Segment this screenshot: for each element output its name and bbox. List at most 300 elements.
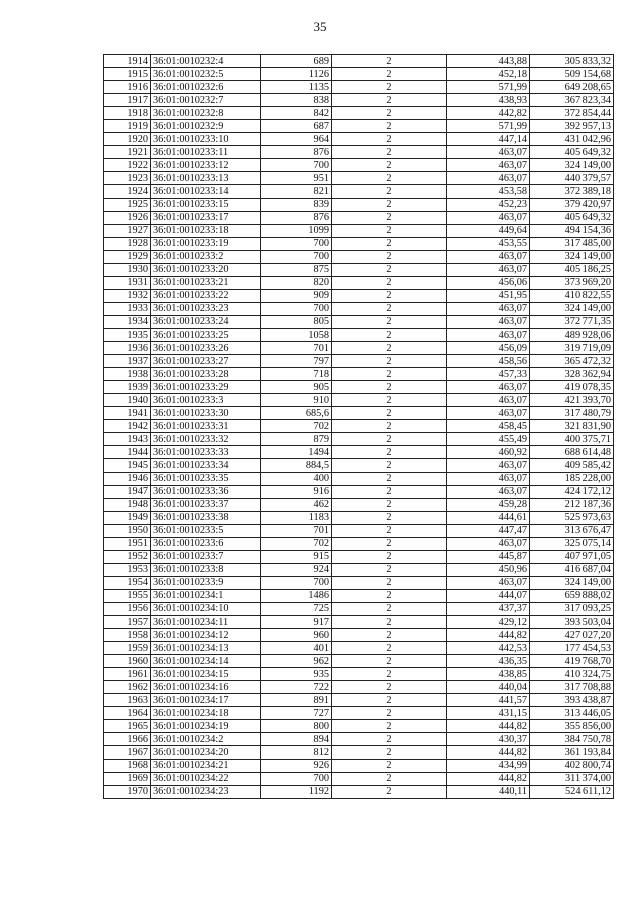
cadastral-number-cell: 36:01:0010233:18: [151, 224, 261, 237]
cadastral-number-cell: 36:01:0010232:4: [151, 55, 261, 68]
unit-value-cell: 463,07: [447, 381, 530, 394]
unit-value-cell: 455,49: [447, 433, 530, 446]
cadastral-number-cell: 36:01:0010233:24: [151, 315, 261, 328]
cadastral-number-cell: 36:01:0010233:31: [151, 420, 261, 433]
cadastral-value-cell: 407 971,05: [530, 550, 614, 563]
cadastral-value-cell: 313 446,05: [530, 707, 614, 720]
unit-value-cell: 463,07: [447, 302, 530, 315]
unit-value-cell: 571,99: [447, 120, 530, 133]
cadastral-value-cell: 317 093,25: [530, 602, 614, 615]
table-row: [104, 237, 614, 250]
category-cell: 2: [332, 629, 447, 642]
cadastral-number-cell: 36:01:0010234:16: [151, 681, 261, 694]
unit-value-cell: 456,09: [447, 342, 530, 355]
category-cell: 2: [332, 172, 447, 185]
row-number-cell: 1945: [104, 459, 151, 472]
category-cell: 2: [332, 589, 447, 602]
category-cell: 2: [332, 576, 447, 589]
category-cell: 2: [332, 537, 447, 550]
cadastral-number-cell: 36:01:0010234:1: [151, 589, 261, 602]
category-cell: 2: [332, 276, 447, 289]
area-cell: 1183: [261, 511, 332, 524]
cadastral-value-cell: 324 149,00: [530, 576, 614, 589]
table-row: [104, 68, 614, 81]
cadastral-value-cell: 365 472,32: [530, 355, 614, 368]
cadastral-number-cell: 36:01:0010234:22: [151, 772, 261, 785]
category-cell: 2: [332, 511, 447, 524]
category-cell: 2: [332, 198, 447, 211]
row-number-cell: 1922: [104, 159, 151, 172]
row-number-cell: 1925: [104, 198, 151, 211]
table-row: [104, 629, 614, 642]
cadastral-value-cell: 317 480,79: [530, 407, 614, 420]
cadastral-value-cell: 410 324,75: [530, 668, 614, 681]
row-number-cell: 1932: [104, 289, 151, 302]
category-cell: 2: [332, 68, 447, 81]
cadastral-value-cell: 419 768,70: [530, 655, 614, 668]
table-row: [104, 694, 614, 707]
category-cell: 2: [332, 550, 447, 563]
table-row: [104, 511, 614, 524]
cadastral-value-cell: 367 823,34: [530, 94, 614, 107]
cadastral-number-cell: 36:01:0010233:10: [151, 133, 261, 146]
unit-value-cell: 460,92: [447, 446, 530, 459]
unit-value-cell: 447,14: [447, 133, 530, 146]
row-number-cell: 1939: [104, 381, 151, 394]
cadastral-value-cell: 688 614,48: [530, 446, 614, 459]
table-row: [104, 133, 614, 146]
category-cell: 2: [332, 563, 447, 576]
table-row: [104, 720, 614, 733]
table-row: [104, 759, 614, 772]
cadastral-number-cell: 36:01:0010234:2: [151, 733, 261, 746]
cadastral-value-cell: 361 193,84: [530, 746, 614, 759]
area-cell: 838: [261, 94, 332, 107]
category-cell: 2: [332, 602, 447, 615]
unit-value-cell: 443,88: [447, 55, 530, 68]
cadastral-value-cell: 317 485,00: [530, 237, 614, 250]
table-row: [104, 55, 614, 68]
unit-value-cell: 440,04: [447, 681, 530, 694]
cadastral-number-cell: 36:01:0010233:26: [151, 342, 261, 355]
cadastral-number-cell: 36:01:0010233:20: [151, 263, 261, 276]
table-row: [104, 616, 614, 629]
area-cell: 962: [261, 655, 332, 668]
table-row: [104, 211, 614, 224]
cadastral-number-cell: 36:01:0010234:14: [151, 655, 261, 668]
area-cell: 702: [261, 537, 332, 550]
cadastral-value-cell: 328 362,94: [530, 368, 614, 381]
unit-value-cell: 437,37: [447, 602, 530, 615]
row-number-cell: 1933: [104, 302, 151, 315]
table-row: [104, 420, 614, 433]
category-cell: 2: [332, 394, 447, 407]
row-number-cell: 1960: [104, 655, 151, 668]
area-cell: 1135: [261, 81, 332, 94]
category-cell: 2: [332, 720, 447, 733]
cadastral-number-cell: 36:01:0010232:8: [151, 107, 261, 120]
area-cell: 700: [261, 302, 332, 315]
cadastral-value-cell: 424 172,12: [530, 485, 614, 498]
area-cell: 689: [261, 55, 332, 68]
unit-value-cell: 459,28: [447, 498, 530, 511]
table-row: [104, 576, 614, 589]
row-number-cell: 1965: [104, 720, 151, 733]
table-row: [104, 668, 614, 681]
category-cell: 2: [332, 328, 447, 341]
cadastral-value-cell: 393 503,04: [530, 616, 614, 629]
cadastral-number-cell: 36:01:0010234:11: [151, 616, 261, 629]
row-number-cell: 1915: [104, 68, 151, 81]
cadastral-number-cell: 36:01:0010233:11: [151, 146, 261, 159]
category-cell: 2: [332, 381, 447, 394]
cadastral-number-cell: 36:01:0010233:14: [151, 185, 261, 198]
row-number-cell: 1954: [104, 576, 151, 589]
area-cell: 702: [261, 420, 332, 433]
area-cell: 700: [261, 576, 332, 589]
cadastral-number-cell: 36:01:0010233:6: [151, 537, 261, 550]
category-cell: 2: [332, 524, 447, 537]
row-number-cell: 1967: [104, 746, 151, 759]
category-cell: 2: [332, 616, 447, 629]
unit-value-cell: 444,82: [447, 772, 530, 785]
unit-value-cell: 463,07: [447, 576, 530, 589]
unit-value-cell: 444,82: [447, 746, 530, 759]
category-cell: 2: [332, 94, 447, 107]
row-number-cell: 1941: [104, 407, 151, 420]
cadastral-value-cell: 405 649,32: [530, 211, 614, 224]
category-cell: 2: [332, 55, 447, 68]
cadastral-value-cell: 372 771,35: [530, 315, 614, 328]
row-number-cell: 1956: [104, 602, 151, 615]
unit-value-cell: 463,07: [447, 459, 530, 472]
row-number-cell: 1950: [104, 524, 151, 537]
area-cell: 917: [261, 616, 332, 629]
area-cell: 915: [261, 550, 332, 563]
unit-value-cell: 463,07: [447, 263, 530, 276]
row-number-cell: 1936: [104, 342, 151, 355]
table-row: [104, 524, 614, 537]
table-row: [104, 785, 614, 798]
table-row: [104, 289, 614, 302]
cadastral-value-cell: 324 149,00: [530, 250, 614, 263]
area-cell: 701: [261, 524, 332, 537]
row-number-cell: 1963: [104, 694, 151, 707]
table-row: [104, 602, 614, 615]
category-cell: 2: [332, 302, 447, 315]
unit-value-cell: 429,12: [447, 616, 530, 629]
area-cell: 700: [261, 237, 332, 250]
unit-value-cell: 431,15: [447, 707, 530, 720]
cadastral-number-cell: 36:01:0010233:27: [151, 355, 261, 368]
row-number-cell: 1964: [104, 707, 151, 720]
unit-value-cell: 445,87: [447, 550, 530, 563]
category-cell: 2: [332, 772, 447, 785]
area-cell: 960: [261, 629, 332, 642]
category-cell: 2: [332, 433, 447, 446]
cadastral-number-cell: 36:01:0010233:34: [151, 459, 261, 472]
cadastral-number-cell: 36:01:0010233:28: [151, 368, 261, 381]
row-number-cell: 1962: [104, 681, 151, 694]
category-cell: 2: [332, 342, 447, 355]
area-cell: 884,5: [261, 459, 332, 472]
table-row: [104, 250, 614, 263]
table-row: [104, 185, 614, 198]
category-cell: 2: [332, 668, 447, 681]
category-cell: 2: [332, 407, 447, 420]
cadastral-value-cell: 393 438,87: [530, 694, 614, 707]
table-row: [104, 772, 614, 785]
category-cell: 2: [332, 681, 447, 694]
row-number-cell: 1935: [104, 328, 151, 341]
table-row: [104, 681, 614, 694]
row-number-cell: 1920: [104, 133, 151, 146]
area-cell: 1494: [261, 446, 332, 459]
row-number-cell: 1917: [104, 94, 151, 107]
table-row: [104, 224, 614, 237]
row-number-cell: 1929: [104, 250, 151, 263]
row-number-cell: 1944: [104, 446, 151, 459]
row-number-cell: 1968: [104, 759, 151, 772]
cadastral-value-cell: 421 393,70: [530, 394, 614, 407]
area-cell: 926: [261, 759, 332, 772]
cadastral-number-cell: 36:01:0010233:2: [151, 250, 261, 263]
table-row: [104, 459, 614, 472]
unit-value-cell: 458,56: [447, 355, 530, 368]
table-row: [104, 120, 614, 133]
category-cell: 2: [332, 107, 447, 120]
unit-value-cell: 463,07: [447, 472, 530, 485]
unit-value-cell: 449,64: [447, 224, 530, 237]
table-row: [104, 159, 614, 172]
area-cell: 727: [261, 707, 332, 720]
area-cell: 800: [261, 720, 332, 733]
area-cell: 687: [261, 120, 332, 133]
row-number-cell: 1923: [104, 172, 151, 185]
unit-value-cell: 463,07: [447, 537, 530, 550]
unit-value-cell: 463,07: [447, 159, 530, 172]
category-cell: 2: [332, 420, 447, 433]
unit-value-cell: 463,07: [447, 315, 530, 328]
table-row: [104, 263, 614, 276]
cadastral-value-cell: 324 149,00: [530, 159, 614, 172]
unit-value-cell: 444,82: [447, 720, 530, 733]
area-cell: 894: [261, 733, 332, 746]
unit-value-cell: 463,07: [447, 211, 530, 224]
row-number-cell: 1952: [104, 550, 151, 563]
area-cell: 797: [261, 355, 332, 368]
cadastral-number-cell: 36:01:0010233:23: [151, 302, 261, 315]
table-row: [104, 746, 614, 759]
unit-value-cell: 453,58: [447, 185, 530, 198]
cadastral-value-cell: 409 585,42: [530, 459, 614, 472]
unit-value-cell: 463,07: [447, 394, 530, 407]
table-row: [104, 733, 614, 746]
category-cell: 2: [332, 472, 447, 485]
table-row: [104, 198, 614, 211]
category-cell: 2: [332, 368, 447, 381]
unit-value-cell: 441,57: [447, 694, 530, 707]
table-row: [104, 707, 614, 720]
category-cell: 2: [332, 485, 447, 498]
cadastral-value-cell: 525 973,63: [530, 511, 614, 524]
cadastral-number-cell: 36:01:0010233:21: [151, 276, 261, 289]
unit-value-cell: 450,96: [447, 563, 530, 576]
table-row: [104, 498, 614, 511]
area-cell: 722: [261, 681, 332, 694]
area-cell: 718: [261, 368, 332, 381]
category-cell: 2: [332, 159, 447, 172]
row-number-cell: 1961: [104, 668, 151, 681]
area-cell: 685,6: [261, 407, 332, 420]
row-number-cell: 1970: [104, 785, 151, 798]
cadastral-value-cell: 649 208,65: [530, 81, 614, 94]
table-row: [104, 550, 614, 563]
unit-value-cell: 434,99: [447, 759, 530, 772]
table-row: [104, 328, 614, 341]
cadastral-value-cell: 313 676,47: [530, 524, 614, 537]
area-cell: 876: [261, 146, 332, 159]
table-row: [104, 589, 614, 602]
area-cell: 876: [261, 211, 332, 224]
area-cell: 1058: [261, 328, 332, 341]
unit-value-cell: 440,11: [447, 785, 530, 798]
row-number-cell: 1916: [104, 81, 151, 94]
category-cell: 2: [332, 759, 447, 772]
unit-value-cell: 463,07: [447, 407, 530, 420]
table-row: [104, 407, 614, 420]
table-row: [104, 94, 614, 107]
area-cell: 905: [261, 381, 332, 394]
area-cell: 909: [261, 289, 332, 302]
cadastral-number-cell: 36:01:0010233:9: [151, 576, 261, 589]
cadastral-number-cell: 36:01:0010233:7: [151, 550, 261, 563]
category-cell: 2: [332, 642, 447, 655]
table-row: [104, 172, 614, 185]
table-row: [104, 146, 614, 159]
area-cell: 1192: [261, 785, 332, 798]
cadastral-value-cell: 489 928,06: [530, 328, 614, 341]
category-cell: 2: [332, 224, 447, 237]
category-cell: 2: [332, 459, 447, 472]
cadastral-number-cell: 36:01:0010233:38: [151, 511, 261, 524]
category-cell: 2: [332, 707, 447, 720]
cadastral-number-cell: 36:01:0010233:8: [151, 563, 261, 576]
cadastral-value-cell: 372 389,18: [530, 185, 614, 198]
area-cell: 935: [261, 668, 332, 681]
cadastral-number-cell: 36:01:0010232:6: [151, 81, 261, 94]
table-row: [104, 302, 614, 315]
row-number-cell: 1969: [104, 772, 151, 785]
row-number-cell: 1927: [104, 224, 151, 237]
cadastral-number-cell: 36:01:0010234:12: [151, 629, 261, 642]
category-cell: 2: [332, 211, 447, 224]
cadastral-number-cell: 36:01:0010232:5: [151, 68, 261, 81]
cadastral-value-cell: 185 228,00: [530, 472, 614, 485]
unit-value-cell: 463,07: [447, 172, 530, 185]
area-cell: 910: [261, 394, 332, 407]
unit-value-cell: 447,47: [447, 524, 530, 537]
unit-value-cell: 430,37: [447, 733, 530, 746]
area-cell: 401: [261, 642, 332, 655]
row-number-cell: 1942: [104, 420, 151, 433]
category-cell: 2: [332, 81, 447, 94]
area-cell: 812: [261, 746, 332, 759]
table-row: [104, 563, 614, 576]
table-row: [104, 472, 614, 485]
category-cell: 2: [332, 250, 447, 263]
row-number-cell: 1946: [104, 472, 151, 485]
table-row: [104, 81, 614, 94]
category-cell: 2: [332, 237, 447, 250]
cadastral-value-cell: 325 075,14: [530, 537, 614, 550]
cadastral-value-cell: 392 957,13: [530, 120, 614, 133]
area-cell: 879: [261, 433, 332, 446]
unit-value-cell: 436,35: [447, 655, 530, 668]
category-cell: 2: [332, 263, 447, 276]
unit-value-cell: 444,82: [447, 629, 530, 642]
cadastral-number-cell: 36:01:0010233:15: [151, 198, 261, 211]
category-cell: 2: [332, 733, 447, 746]
table-row: [104, 485, 614, 498]
unit-value-cell: 444,07: [447, 589, 530, 602]
cadastral-number-cell: 36:01:0010233:3: [151, 394, 261, 407]
area-cell: 700: [261, 250, 332, 263]
cadastral-value-cell: 177 454,53: [530, 642, 614, 655]
category-cell: 2: [332, 355, 447, 368]
table-row: [104, 433, 614, 446]
table-row: [104, 315, 614, 328]
row-number-cell: 1914: [104, 55, 151, 68]
unit-value-cell: 463,07: [447, 485, 530, 498]
row-number-cell: 1955: [104, 589, 151, 602]
cadastral-number-cell: 36:01:0010234:15: [151, 668, 261, 681]
area-cell: 951: [261, 172, 332, 185]
area-cell: 916: [261, 485, 332, 498]
cadastral-number-cell: 36:01:0010233:36: [151, 485, 261, 498]
cadastral-number-cell: 36:01:0010233:17: [151, 211, 261, 224]
cadastral-value-cell: 373 969,20: [530, 276, 614, 289]
cadastral-value-cell: 524 611,12: [530, 785, 614, 798]
cadastral-number-cell: 36:01:0010233:12: [151, 159, 261, 172]
area-cell: 1486: [261, 589, 332, 602]
cadastral-value-cell: 319 719,09: [530, 342, 614, 355]
cadastral-value-cell: 405 186,25: [530, 263, 614, 276]
cadastral-value-cell: 440 379,57: [530, 172, 614, 185]
category-cell: 2: [332, 185, 447, 198]
table-row: [104, 368, 614, 381]
cadastral-value-cell: 427 027,20: [530, 629, 614, 642]
cadastral-number-cell: 36:01:0010232:9: [151, 120, 261, 133]
cadastral-number-cell: 36:01:0010233:33: [151, 446, 261, 459]
cadastral-value-cell: 379 420,97: [530, 198, 614, 211]
area-cell: 924: [261, 563, 332, 576]
category-cell: 2: [332, 785, 447, 798]
cadastral-value-cell: 305 833,32: [530, 55, 614, 68]
cadastral-value-table: [103, 54, 614, 799]
area-cell: 891: [261, 694, 332, 707]
cadastral-number-cell: 36:01:0010233:22: [151, 289, 261, 302]
row-number-cell: 1940: [104, 394, 151, 407]
area-cell: 725: [261, 602, 332, 615]
unit-value-cell: 456,06: [447, 276, 530, 289]
table-row: [104, 342, 614, 355]
cadastral-number-cell: 36:01:0010234:17: [151, 694, 261, 707]
cadastral-value-cell: 410 822,55: [530, 289, 614, 302]
cadastral-number-cell: 36:01:0010234:18: [151, 707, 261, 720]
cadastral-number-cell: 36:01:0010234:19: [151, 720, 261, 733]
category-cell: 2: [332, 655, 447, 668]
